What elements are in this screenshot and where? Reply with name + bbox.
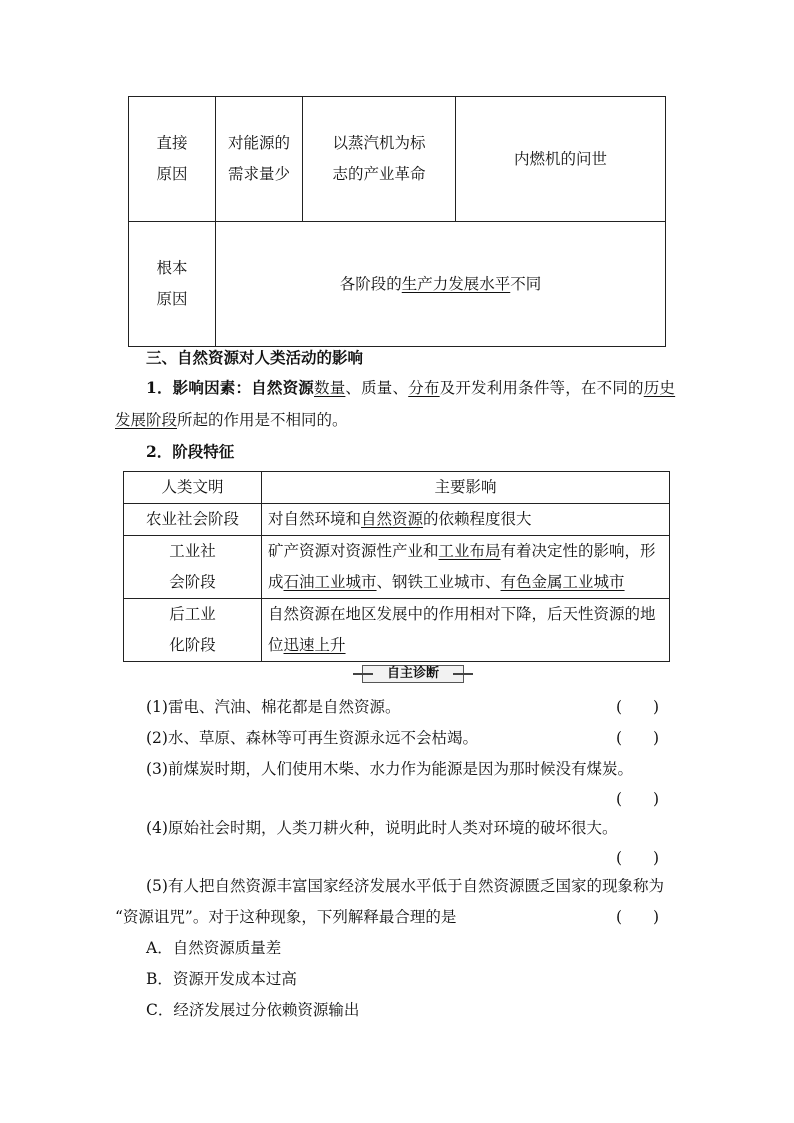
paragraph-2-title: 2．阶段特征 bbox=[146, 442, 235, 461]
cell-text: 根本 bbox=[156, 259, 188, 277]
header-col1: 人类文明 bbox=[124, 472, 262, 504]
stage-table bbox=[123, 471, 670, 662]
stage-cell: 农业社会阶段 bbox=[124, 504, 262, 536]
cell-stage2 bbox=[303, 97, 456, 222]
cell-text: 原因 bbox=[156, 165, 188, 183]
cell-text: 原因 bbox=[156, 290, 188, 308]
underlined-term: 历史 bbox=[643, 379, 676, 397]
impact-cell bbox=[262, 599, 670, 662]
cell-text: 内燃机的问世 bbox=[513, 149, 607, 168]
paragraph-1-line2 bbox=[115, 410, 348, 430]
paragraph-1-line1 bbox=[146, 378, 675, 398]
cell-text: 后工业 bbox=[169, 605, 216, 623]
text-span: 成 bbox=[268, 573, 284, 591]
stage-cell bbox=[124, 599, 262, 662]
cell-text: 需求量少 bbox=[227, 165, 290, 183]
text-span: 的依赖程度很大 bbox=[423, 510, 532, 528]
impact-cell bbox=[262, 504, 670, 536]
underlined-term: 有色金属工业城市 bbox=[500, 573, 625, 591]
answer-blank-3[interactable]: ( ) bbox=[616, 790, 660, 808]
root-cause-text bbox=[216, 222, 666, 347]
text-span: 所起的作用是不相同的。 bbox=[177, 411, 348, 429]
question-4: (4)原始社会时期，人类刀耕火种，说明此时人类对环境的破坏很大。 bbox=[146, 819, 618, 837]
cell-text: 对能源的 bbox=[227, 134, 290, 152]
text-span: 位 bbox=[268, 636, 284, 654]
text-span: 及开发利用条件等，在不同的 bbox=[439, 379, 644, 397]
cell-text: 以蒸汽机为标 bbox=[332, 134, 426, 152]
answer-blank-4[interactable]: ( ) bbox=[616, 849, 660, 867]
question-2: (2)水、草原、森林等可再生资源永远不会枯竭。 bbox=[146, 729, 478, 747]
underlined-term: 数量 bbox=[314, 379, 346, 397]
text-span: 有着决定性的影响，形 bbox=[500, 542, 656, 560]
underlined-term: 发展阶段 bbox=[115, 411, 178, 429]
option-b[interactable]: B．资源开发成本过高 bbox=[146, 970, 297, 988]
cell-text: 工业社 bbox=[169, 542, 216, 560]
question-5-line2: “资源诅咒”。对于这种现象，下列解释最合理的是 bbox=[115, 908, 457, 926]
answer-blank-5[interactable]: ( ) bbox=[616, 908, 660, 926]
cell-text: 志的产业革命 bbox=[332, 165, 426, 183]
answer-blank-2[interactable]: ( ) bbox=[616, 729, 660, 747]
option-a[interactable]: A．自然资源质量差 bbox=[146, 939, 282, 957]
underlined-term: 分布 bbox=[408, 379, 440, 397]
text-span: 各阶段的 bbox=[339, 274, 402, 293]
text-span: 自然资源在地区发展中的作用相对下降，后天性资源的地 bbox=[268, 605, 656, 623]
answer-blank-1[interactable]: ( ) bbox=[616, 698, 660, 716]
direct-cause-label bbox=[129, 97, 216, 222]
question-1: (1)雷电、汽油、棉花都是自然资源。 bbox=[146, 698, 401, 716]
text-span: 、钢铁工业城市、 bbox=[376, 573, 501, 591]
question-5-line1: (5)有人把自然资源丰富国家经济发展水平低于自然资源匮乏国家的现象称为 bbox=[146, 877, 664, 895]
underlined-term: 工业布局 bbox=[438, 542, 501, 560]
text-span: 对自然环境和 bbox=[268, 510, 362, 528]
cell-stage1 bbox=[216, 97, 303, 222]
text-span: 不同 bbox=[510, 274, 542, 293]
text-span: 、质量、 bbox=[345, 379, 409, 397]
option-c[interactable]: C．经济发展过分依赖资源输出 bbox=[146, 1001, 360, 1019]
header-col2: 主要影响 bbox=[262, 472, 670, 504]
stage-cell bbox=[124, 536, 262, 599]
text-span: 矿产资源对资源性产业和 bbox=[268, 542, 439, 560]
section-title: 三、自然资源对人类活动的影响 bbox=[146, 348, 364, 367]
question-3: (3)前煤炭时期，人们使用木柴、水力作为能源是因为那时候没有煤炭。 bbox=[146, 760, 633, 778]
root-cause-label bbox=[129, 222, 216, 347]
underlined-term: 生产力发展水平 bbox=[401, 274, 511, 293]
cell-stage3 bbox=[456, 97, 666, 222]
impact-cell bbox=[262, 536, 670, 599]
self-diagnosis-banner: 自主诊断 bbox=[362, 665, 464, 683]
underlined-term: 石油工业城市 bbox=[283, 573, 377, 591]
underlined-term: 迅速上升 bbox=[283, 636, 346, 654]
cell-text: 化阶段 bbox=[169, 636, 216, 654]
causes-table bbox=[128, 96, 666, 347]
underlined-term: 自然资源 bbox=[361, 510, 424, 528]
text-span: 1．影响因素：自然资源 bbox=[146, 378, 314, 397]
cell-text: 会阶段 bbox=[169, 573, 216, 591]
cell-text: 直接 bbox=[156, 134, 188, 152]
